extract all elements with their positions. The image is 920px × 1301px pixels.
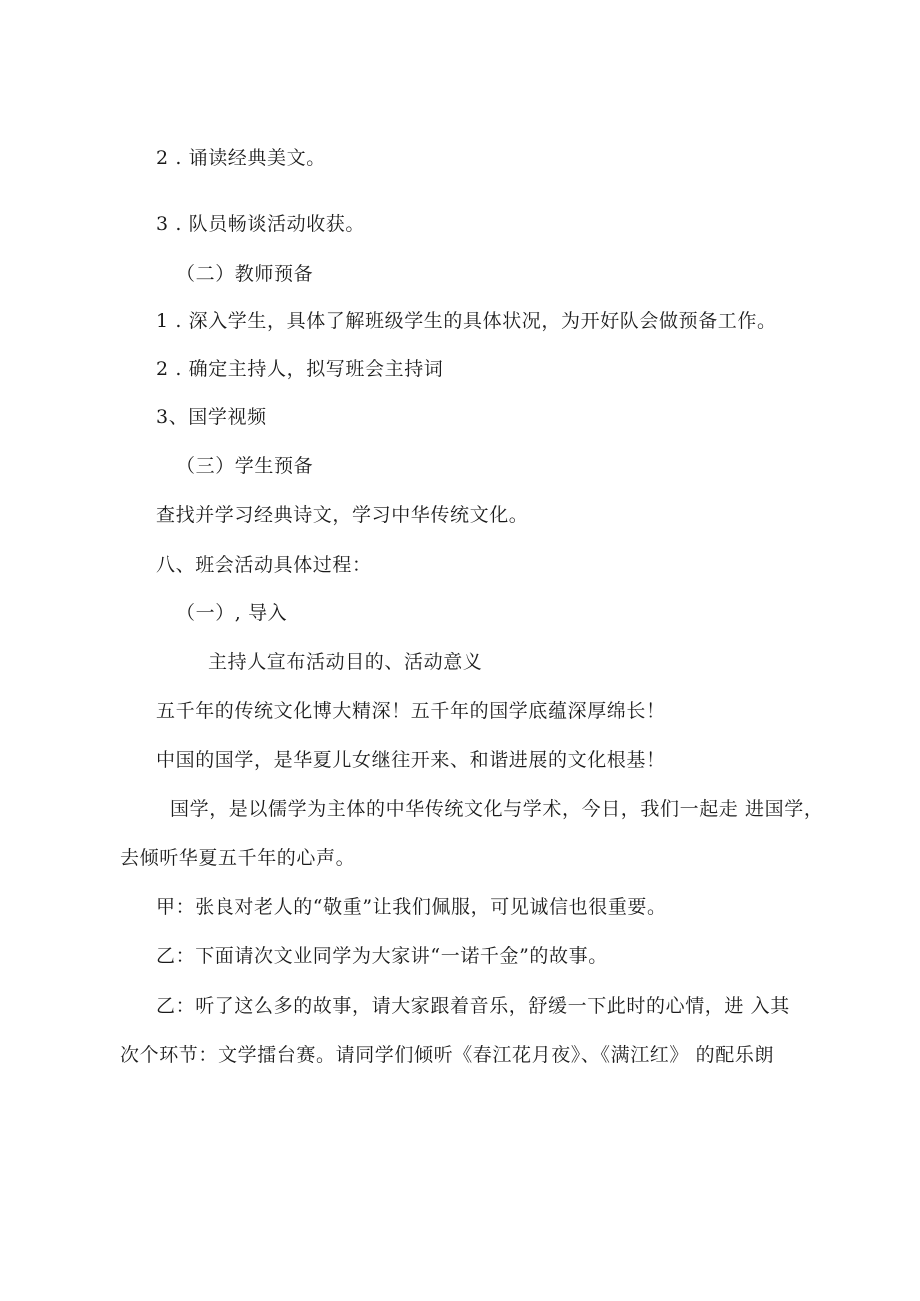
text-line: 3 . 队员畅谈活动收获。 [156,213,366,235]
section-heading: 八、班会活动具体过程： [156,554,372,576]
text-line: 去倾听华夏五千年的心声。 [120,847,356,869]
text-line: 国学，是以儒学为主体的中华传统文化与学术，今日，我们一起走 进国学， [170,798,824,820]
text-line: 1 . 深入学生，具体了解班级学生的具体状况，为开好队会做预备工作。 [156,310,777,332]
text-line: 次个环节：文学擂台赛。请同学们倾听《春江花月夜》、《满江红》 的配乐朗 [120,1044,775,1066]
text-line: 乙：下面请次文业同学为大家讲“一诺千金”的故事。 [156,945,608,967]
section-heading: （二）教师预备 [176,263,314,285]
section-heading: （一）, 导入 [176,602,288,624]
text-line: 乙：听了这么多的故事，请大家跟着音乐，舒缓一下此时的心情，进 入其 [156,995,790,1017]
text-line: 2 . 确定主持人，拟写班会主持词 [156,358,444,380]
text-line: 3、国学视频 [156,406,267,428]
text-line: 主持人宣布活动目的、活动意义 [208,651,483,673]
section-heading: （三）学生预备 [176,455,314,477]
text-line: 中国的国学，是华夏儿女继往开来、和谐进展的文化根基！ [156,749,666,771]
text-line: 查找并学习经典诗文，学习中华传统文化。 [156,504,529,526]
text-line: 2 . 诵读经典美文。 [156,147,326,169]
text-line: 五千年的传统文化博大精深！五千年的国学底蕴深厚绵长！ [156,700,666,722]
text-line: 甲：张良对老人的“敬重”让我们佩服，可见诚信也很重要。 [156,896,667,918]
